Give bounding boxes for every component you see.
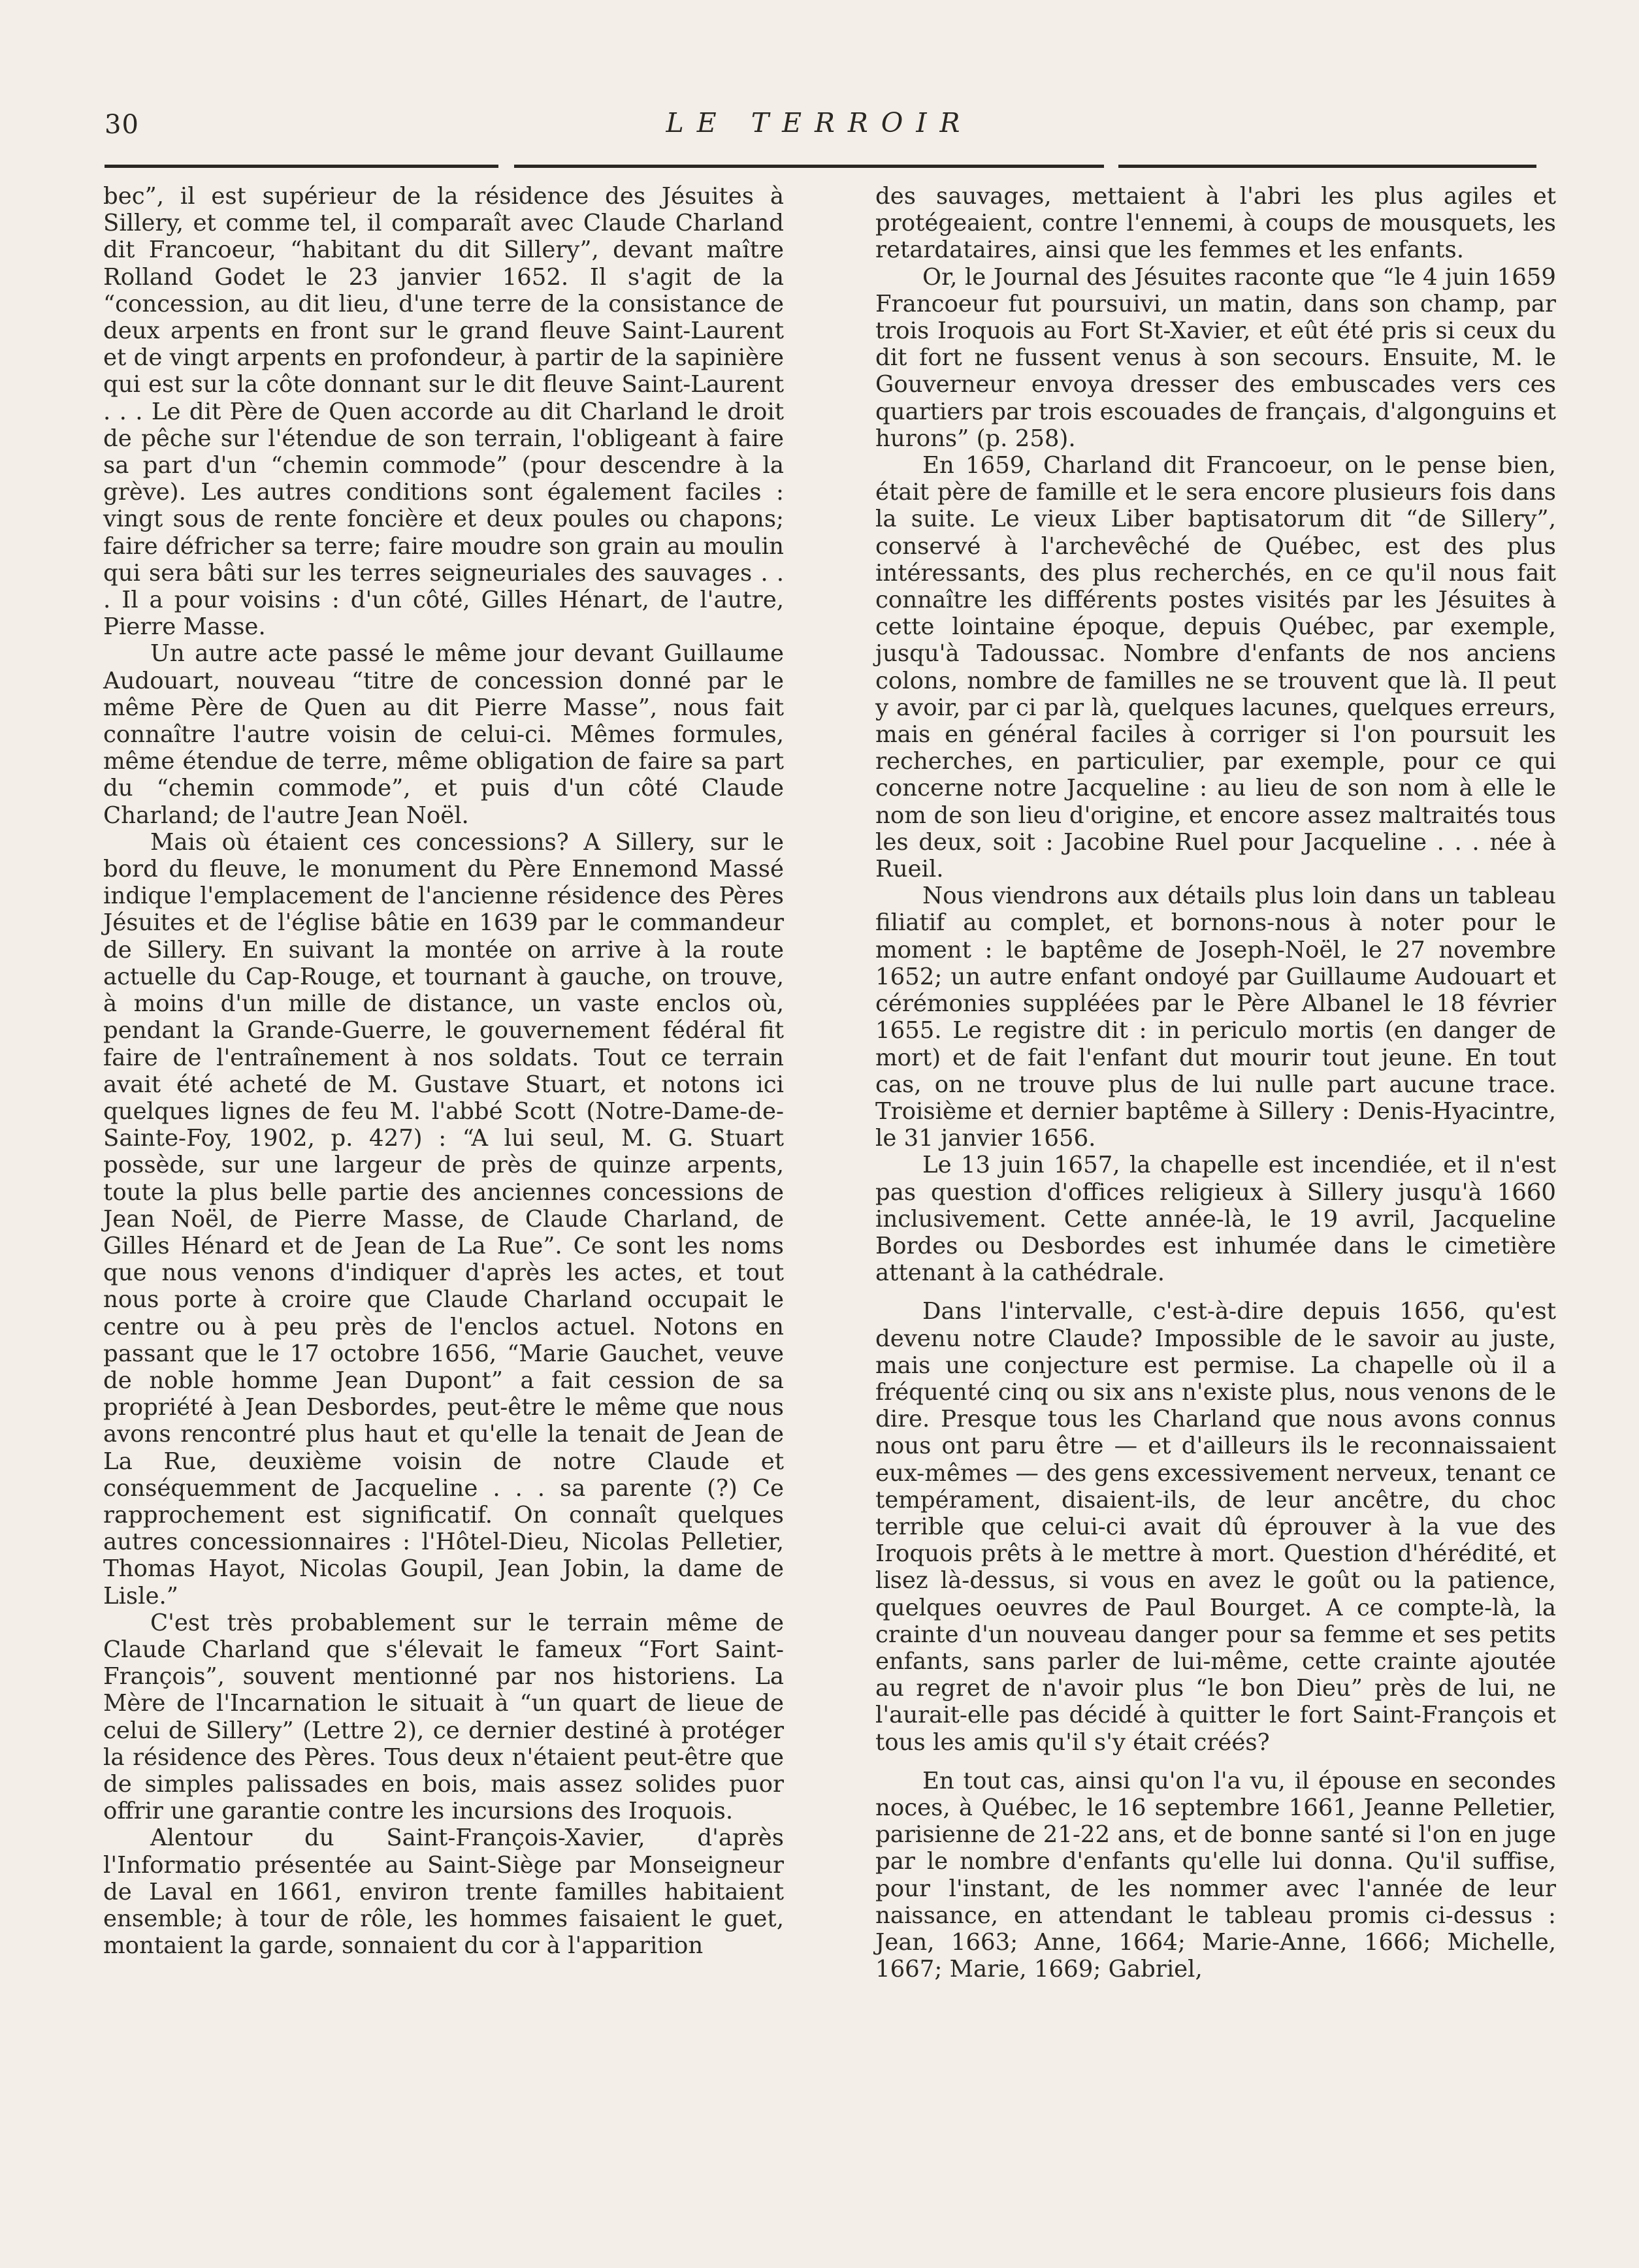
paragraph: Or, le Journal des Jésuites raconte que “le 4 juin 1659 Francoeur fut poursuivi, un matin, dans son champ, par trois Iroquois au Fort St-Xavier, et eût été pris si ceux du dit fort ne fussent venus à son secours. Ensuite, M. le Gouverneur envoya dresser des embuscades vers ces quartiers par trois escouades de français, d'algonguins et hurons” (p. 258). [875,263,1556,452]
paragraph: Alentour du Saint-François-Xavier, d'après l'Informatio présentée au Saint-Siège par Monseigneur de Laval en 1661, environ trente familles habitaient ensemble; à tour de rôle, les hommes faisaient le guet, montaient la garde, sonnaient du cor à l'apparition [103,1824,784,1960]
paragraph: Le 13 juin 1657, la chapelle est incendiée, et il n'est pas question d'offices religieux à Sillery jusqu'à 1660 inclusivement. Cette année-là, le 19 avril, Jacqueline Bordes ou Desbordes est inhumée dans le cimetière attenant à la cathédrale. [875,1152,1556,1287]
paragraph: En tout cas, ainsi qu'on l'a vu, il épouse en secondes noces, à Québec, le 16 septembre 1661, Jeanne Pelletier, parisienne de 21-22 ans, et de bonne santé si l'on en juge par le nombre d'enfants qu'elle lui donna. Qu'il suffise, pour l'instant, de les nommer avec l'année de leur naissance, en attendant le tableau promis ci-dessus : Jean, 1663; Anne, 1664; Marie-Anne, 1666; Michelle, 1667; Marie, 1669; Gabriel, [875,1767,1556,1983]
paragraph: Nous viendrons aux détails plus loin dans un tableau filiatif au complet, et bornons-nous à noter pour le moment : le baptême de Joseph-Noël, le 27 novembre 1652; un autre enfant ondoyé par Guillaume Audouart et cérémonies suppléées par le Père Albanel le 18 février 1655. Le registre dit : in periculo mortis (en danger de mort) et de fait l'enfant dut mourir tout jeune. En tout cas, on ne trouve plus de lui nulle part aucune trace. Troisième et dernier baptême à Sillery : Denis-Hyacintre, le 31 janvier 1656. [875,883,1556,1152]
paragraph: des sauvages, mettaient à l'abri les plus agiles et protégeaient, contre l'ennemi, à coups de mousquets, les retardataires, ainsi que les femmes et les enfants. [875,183,1556,264]
running-title: LE TERROIR [666,107,973,138]
left-column [103,183,784,1959]
right-column [875,183,1556,1983]
paragraph: En 1659, Charland dit Francoeur, on le pense bien, était père de famille et le sera encore plusieurs fois dans la suite. Le vieux Liber baptisatorum dit “de Sillery”, conservé à l'archevêché de Québec, est des plus intéressants, des plus recherchés, en ce qu'il nous fait connaître les différents postes visités par les Jésuites à cette lointaine époque, depuis Québec, par exemple, jusqu'à Tadoussac. Nombre d'enfants de nos anciens colons, nombre de familles ne se trouvent que là. Il peut y avoir, par ci par là, quelques lacunes, quelques erreurs, mais en général faciles à corriger si l'on poursuit les recherches, en particulier, par exemple, pour ce qui concerne notre Jacqueline : au lieu de son nom à elle le nom de son lieu d'origine, et encore assez maltraités tous les deux, soit : Jacobine Ruel pour Jacqueline . . . née à Rueil. [875,452,1556,883]
header-rule-left [105,165,498,168]
paragraph: Un autre acte passé le même jour devant Guillaume Audouart, nouveau “titre de concession donné par le même Père de Quen au dit Pierre Masse”, nous fait connaître l'autre voisin de celui-ci. Mêmes formules, même étendue de terre, même obligation de faire sa part du “chemin commode”, et puis d'un côté Claude Charland; de l'autre Jean Noël. [103,640,784,829]
paragraph: Mais où étaient ces concessions? A Sillery, sur le bord du fleuve, le monument du Père Ennemond Massé indique l'emplacement de l'ancienne résidence des Pères Jésuites et de l'église bâtie en 1639 par le commandeur de Sillery. En suivant la montée on arrive à la route actuelle du Cap-Rouge, et tournant à gauche, on trouve, à moins d'un mille de distance, un vaste enclos où, pendant la Grande-Guerre, le gouvernement fédéral fit faire de l'entraînement à nos soldats. Tout ce terrain avait été acheté de M. Gustave Stuart, et notons ici quelques lignes de feu M. l'abbé Scott (Notre-Dame-de-Sainte-Foy, 1902, p. 427) : “A lui seul, M. G. Stuart possède, sur une largeur de près de quinze arpents, toute la plus belle partie des anciennes concessions de Jean Noël, de Pierre Masse, de Claude Charland, de Gilles Hénard et de Jean de La Rue”. Ce sont les noms que nous venons d'indiquer d'après les actes, et tout nous porte à croire que Claude Charland occupait le centre ou à peu près de l'enclos actuel. Notons en passant que le 17 octobre 1656, “Marie Gauchet, veuve de noble homme Jean Dupont” a fait cession de sa propriété à Jean Desbordes, peut-être le même que nous avons rencontré plus haut et qu'elle la tenait de Jean de La Rue, deuxième voisin de notre Claude et conséquemment de Jacqueline . . . sa parente (?) Ce rapprochement est significatif. On connaît quelques autres concessionnaires : l'Hôtel-Dieu, Nicolas Pelletier, Thomas Hayot, Nicolas Goupil, Jean Jobin, la dame de Lisle.” [103,828,784,1610]
page-number: 30 [105,110,139,140]
paragraph: C'est très probablement sur le terrain même de Claude Charland que s'élevait le fameux “Fort Saint-François”, souvent mentionné par nos historiens. La Mère de l'Incarnation le situait à “un quart de lieue de celui de Sillery” (Lettre 2), ce dernier destiné à protéger la résidence des Pères. Tous deux n'étaient peut-être que de simples palissades en bois, mais assez solides puor offrir une garantie contre les incursions des Iroquois. [103,1609,784,1825]
header-rule-center [514,165,1104,168]
paragraph: bec”, il est supérieur de la résidence des Jésuites à Sillery, et comme tel, il comparaît avec Claude Charland dit Francoeur, “habitant du dit Sillery”, devant maître Rolland Godet le 23 janvier 1652. Il s'agit de la “concession, au dit lieu, d'une terre de la consistance de deux arpents en front sur le grand fleuve Saint-Laurent et de vingt arpents en profondeur, à partir de la sapinière qui est sur la côte donnant sur le dit fleuve Saint-Laurent . . . Le dit Père de Quen accorde au dit Charland le droit de pêche sur l'étendue de son terrain, l'obligeant à faire sa part d'un “chemin commode” (pour descendre à la grève). Les autres conditions sont également faciles : vingt sous de rente foncière et deux poules ou chapons; faire défricher sa terre; faire moudre son grain au moulin qui sera bâti sur les terres seigneuriales des sauvages . . . Il a pour voisins : d'un côté, Gilles Hénart, de l'autre, Pierre Masse. [103,183,784,641]
header-rule-right [1118,165,1536,168]
paragraph: Dans l'intervalle, c'est-à-dire depuis 1656, qu'est devenu notre Claude? Impossible de le savoir au juste, mais une conjecture est permise. La chapelle où il a fréquenté cinq ou six ans n'existe plus, nous venons de le dire. Presque tous les Charland que nous avons connus nous ont paru être — et d'ailleurs ils le reconnaissaient eux-mêmes — des gens excessivement nerveux, tenant ce tempérament, disaient-ils, de leur ancêtre, du choc terrible que celui-ci avait dû éprouver à la vue des Iroquois prêts à le mettre à mort. Question d'hérédité, et lisez là-dessus, si vous en avez le goût ou la patience, quelques oeuvres de Paul Bourget. A ce compte-là, la crainte d'un nouveau danger pour sa femme et ses petits enfants, sans parler de lui-même, cette crainte ajoutée au regret de n'avoir plus “le bon Dieu” près de lui, ne l'aurait-elle pas décidé à quitter le fort Saint-François et tous les amis qu'il s'y était créés? [875,1298,1556,1756]
